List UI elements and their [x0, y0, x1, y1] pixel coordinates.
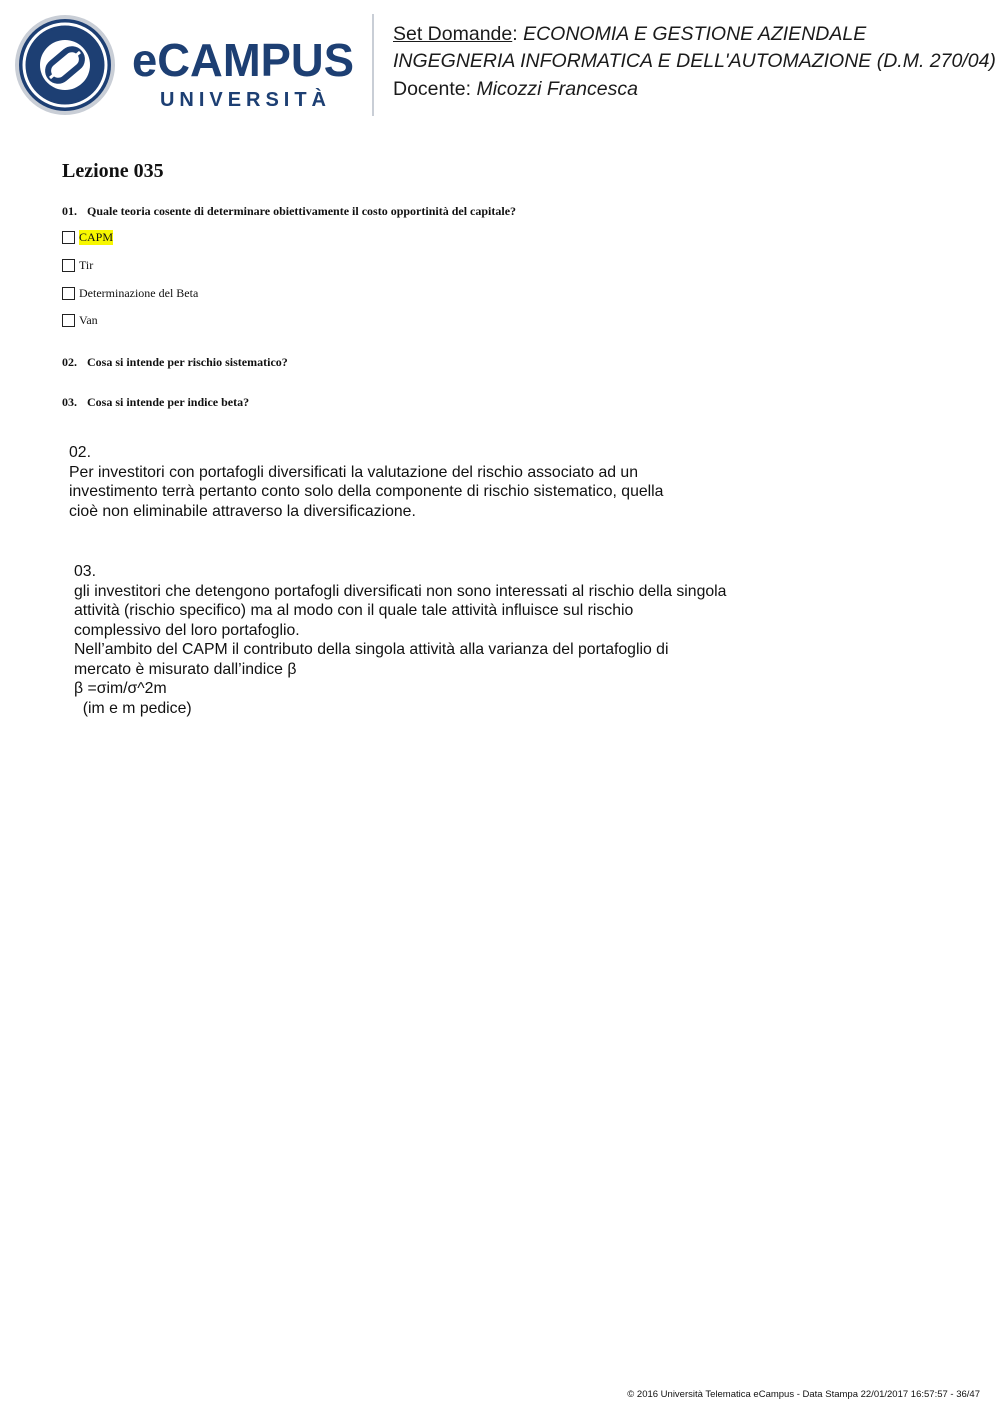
question-text: Cosa si intende per indice beta? — [87, 395, 250, 409]
answer-line: 03. — [74, 563, 96, 580]
answer-line: investimento terrà pertanto conto solo della componente di rischio sistematico, quella — [69, 483, 664, 500]
logo-sub-text: UNIVERSITÀ — [160, 89, 326, 111]
question-number: 01. — [62, 204, 77, 218]
answer-line: cioè non eliminabile attraverso la diversificazione. — [69, 502, 416, 520]
docente-name: Micozzi Francesca — [476, 78, 638, 100]
question-01 — [62, 204, 516, 219]
question-number: 03. — [62, 395, 77, 409]
question-text: Quale teoria cosente di determinare obiettivamente il costo opportinità del capitale? — [87, 204, 517, 218]
page-footer: © 2016 Università Telematica eCampus - Data Stampa 22/01/2017 16:57:57 - 36/47 — [627, 1389, 980, 1400]
docente-line — [393, 76, 638, 103]
answer-02-block — [69, 443, 663, 521]
ecampus-logo — [14, 14, 359, 116]
question-03 — [62, 395, 249, 410]
option-van[interactable] — [62, 313, 98, 328]
answer-line: gli investitori che detengono portafogli diversificati non sono interessati al rischio della singola — [74, 582, 727, 600]
answer-line: mercato è misurato dall’indice β — [74, 660, 297, 678]
option-capm[interactable] — [62, 230, 113, 245]
answer-line: 02. — [69, 444, 91, 461]
course-line-2 — [393, 48, 996, 75]
set-colon: : — [512, 23, 524, 45]
checkbox[interactable] — [62, 314, 75, 327]
question-02 — [62, 355, 288, 370]
lesson-title: Lezione 035 — [62, 160, 164, 182]
option-label: Van — [79, 313, 98, 327]
answer-line: complessivo del loro portafoglio. — [74, 621, 300, 639]
option-label: CAPM — [79, 230, 114, 244]
answer-line: Per investitori con portafogli diversificati la valutazione del rischio associato ad un — [69, 463, 638, 481]
answer-line: β =σim/σ^2m — [74, 680, 167, 697]
answer-line: Nell’ambito del CAPM il contributo della singola attività alla varianza del portafoglio di — [74, 641, 669, 658]
course-line-2-text: INGEGNERIA INFORMATICA E DELL'AUTOMAZIONE (D.M. 270/04) — [393, 50, 996, 72]
set-domande-label: Set Domande — [393, 23, 513, 45]
header-set-line — [393, 21, 866, 48]
option-tir[interactable] — [62, 258, 93, 273]
option-label: Tir — [79, 258, 94, 272]
checkbox[interactable] — [62, 259, 75, 272]
option-determinazione-beta[interactable] — [62, 286, 198, 301]
docente-label: Docente: — [393, 78, 477, 100]
logo-emblem-icon — [15, 15, 115, 115]
header-divider — [372, 14, 374, 116]
question-text: Cosa si intende per rischio sistematico? — [87, 355, 288, 369]
answer-03-block — [74, 562, 726, 718]
answer-line: (im e m pedice) — [74, 699, 192, 717]
course-line-1: ECONOMIA E GESTIONE AZIENDALE — [523, 23, 867, 45]
logo-brand-text: eCAMPUS — [132, 34, 354, 86]
option-label: Determinazione del Beta — [79, 286, 199, 300]
checkbox[interactable] — [62, 231, 75, 244]
checkbox[interactable] — [62, 287, 75, 300]
question-number: 02. — [62, 355, 77, 369]
answer-line: attività (rischio specifico) ma al modo con il quale tale attività influisce sul rischio — [74, 602, 634, 619]
